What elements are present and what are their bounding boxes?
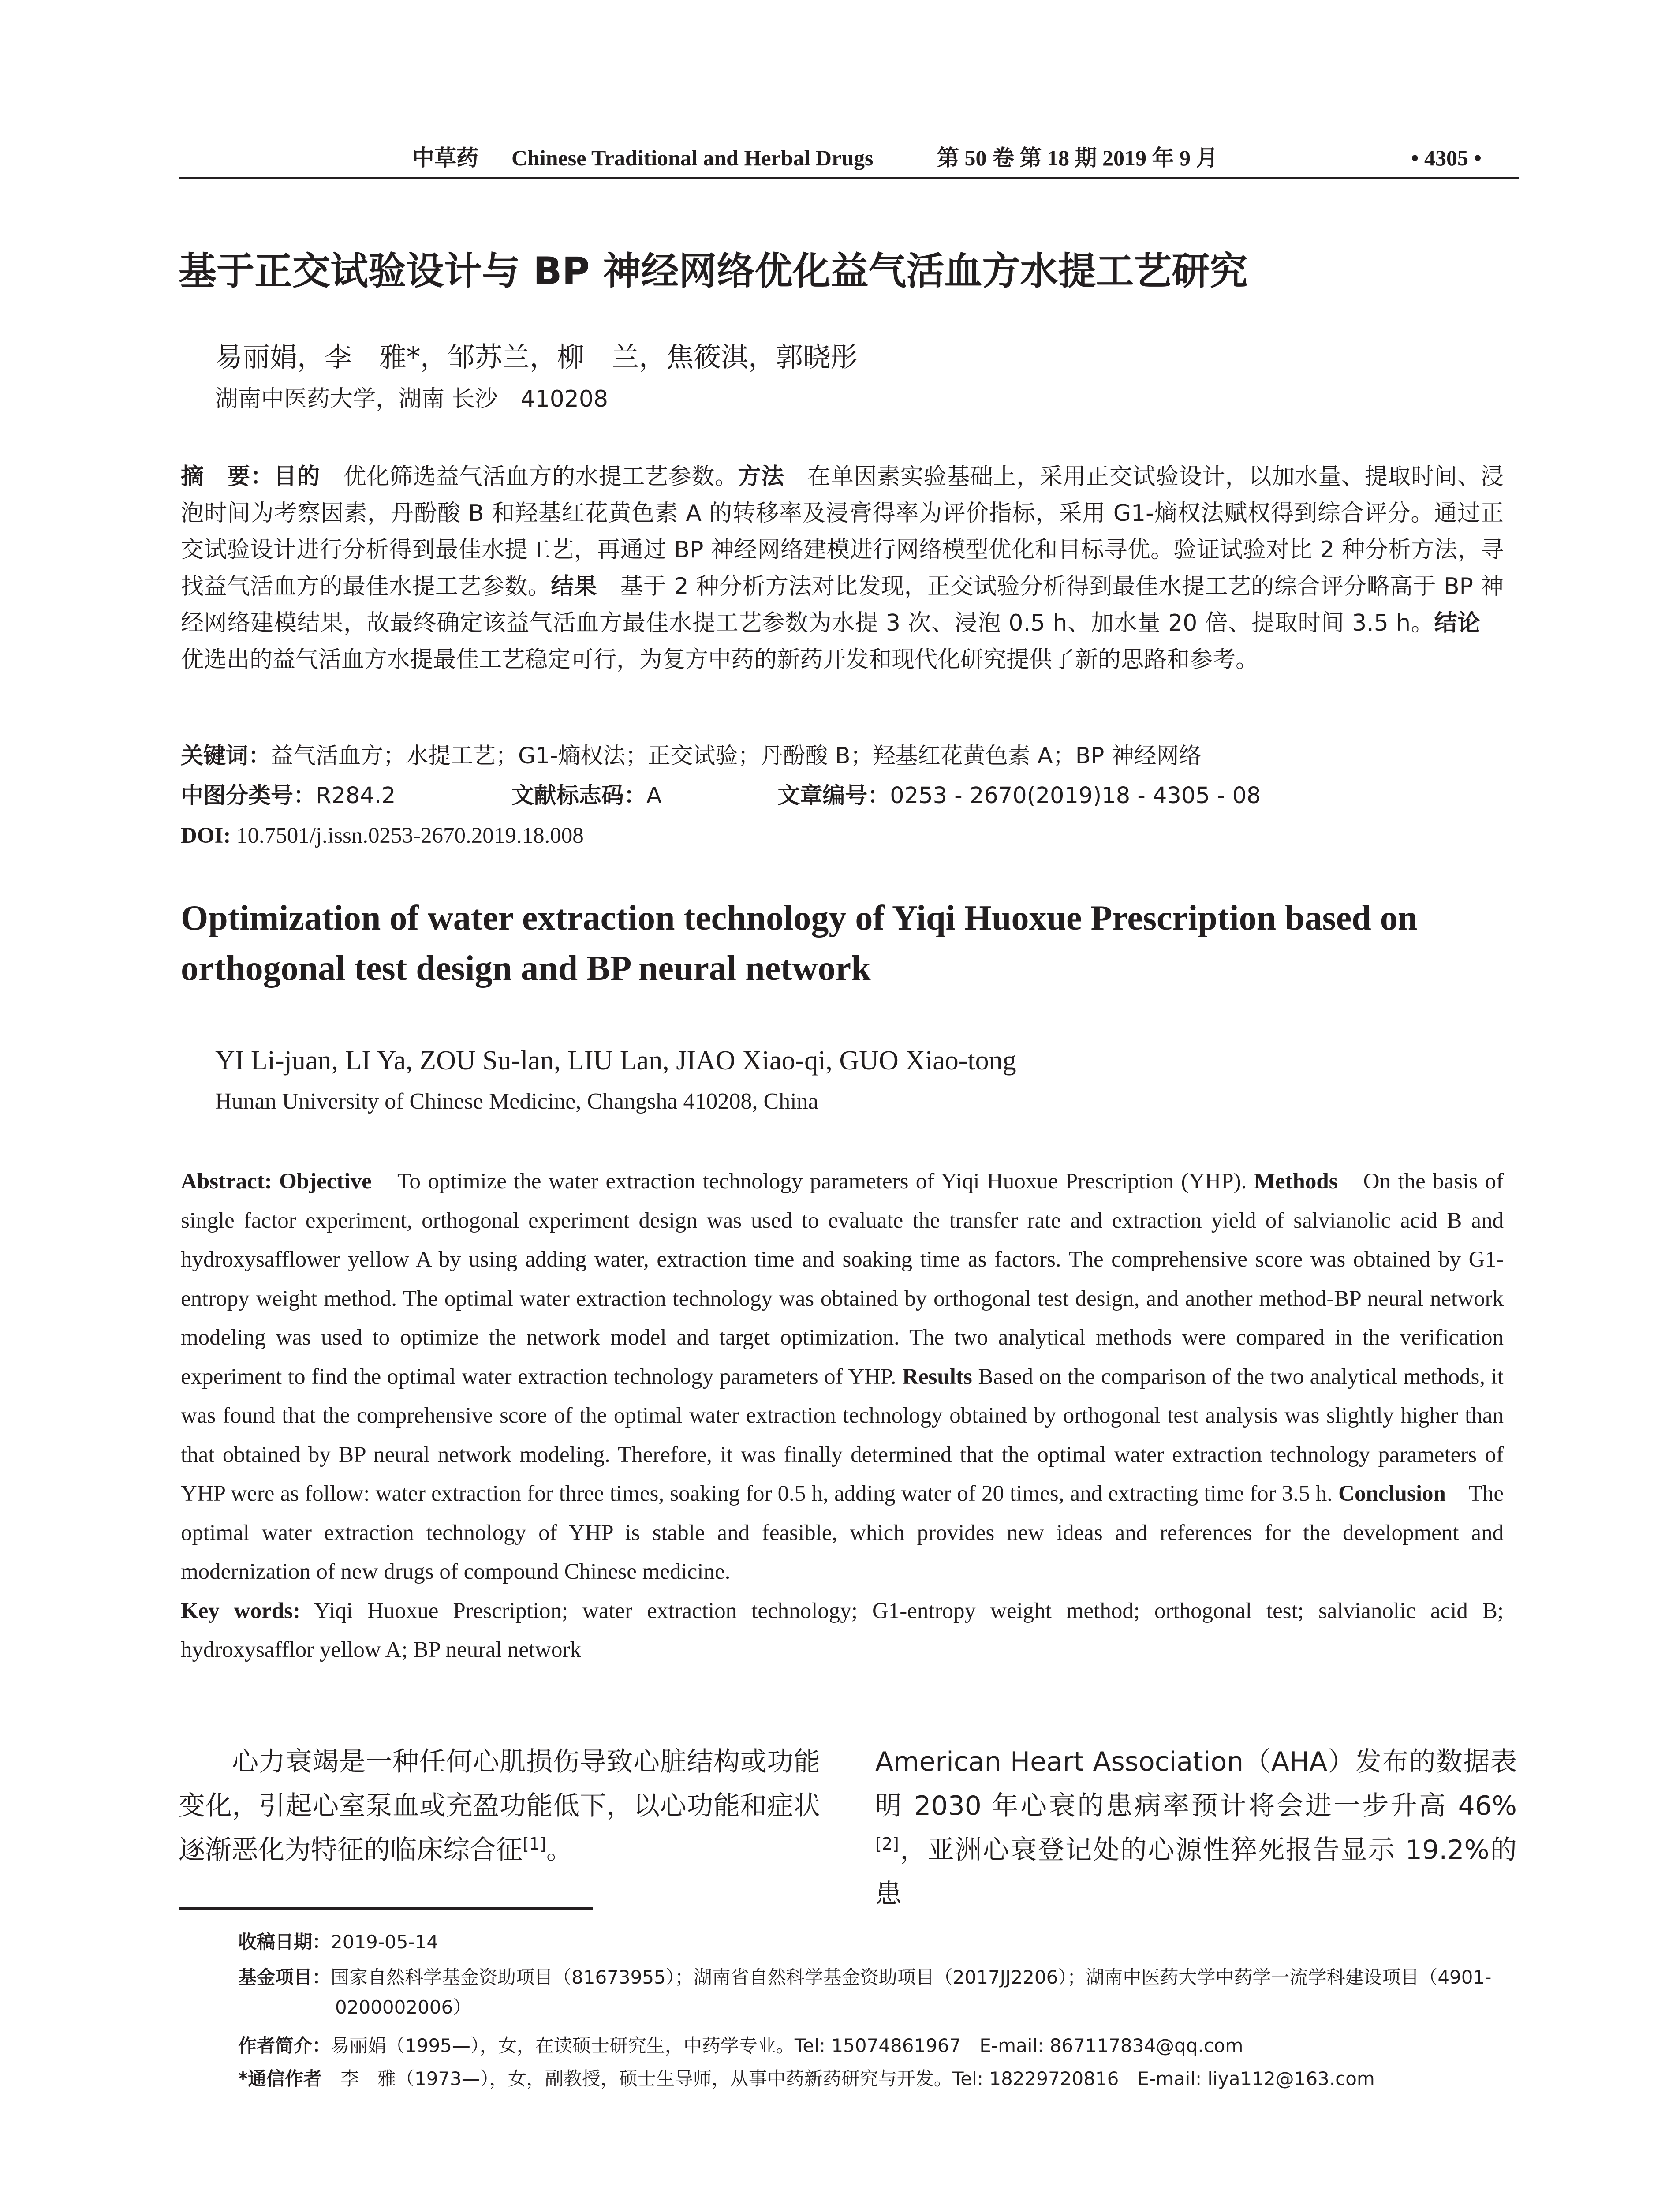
abstract-cn-label: 摘 要：	[181, 463, 274, 490]
fund-text: 国家自然科学基金资助项目（81673955）；湖南省自然科学基金资助项目（2017JJ2206）；湖南中医药大学中药学一流学科建设项目（4901-0200002006）	[331, 1966, 1492, 2018]
doi-line	[181, 818, 1504, 853]
page-number: • 4305 •	[1411, 146, 1482, 170]
citation-2[interactable]: [2]	[875, 1834, 899, 1854]
article-no-value: 0253 - 2670(2019)18 - 4305 - 08	[890, 783, 1261, 809]
objective-cn: 优化筛选益气活血方的水提工艺参数。	[320, 463, 738, 490]
classification-line	[181, 778, 1504, 814]
objective-en: To optimize the water extraction technology parameters of Yiqi Huoxue Prescription (YHP).	[371, 1169, 1247, 1194]
footnote-rule	[179, 1907, 593, 1910]
keywords-en-label: Key words:	[181, 1598, 300, 1623]
received-label: 收稿日期：	[238, 1931, 331, 1953]
body-right-column	[875, 1740, 1517, 1916]
results-label-en: Results	[896, 1364, 972, 1389]
conclusion-en: The optimal water extraction technology of YHP is stable and feasible, which provides new ideas and references for the development and modernization of new drugs of compound Chinese medicine.	[181, 1481, 1504, 1584]
doc-code-value: A	[646, 783, 662, 809]
keywords-en-text: Yiqi Huoxue Prescription; water extraction technology; G1-entropy weight method; orthogonal test; salvianolic acid B; hydroxysafflor yellow A; BP neural network	[181, 1598, 1504, 1662]
footnote-author	[238, 2031, 1517, 2061]
journal-name-cn: 中草药	[412, 145, 478, 171]
footnote-corresponding	[238, 2064, 1517, 2094]
body-left-text: 心力衰竭是一种任何心肌损伤导致心脏结构或功能变化，引起心室泵血或充盈功能低下，以心功能和症状逐渐恶化为特征的临床综合征	[179, 1746, 820, 1865]
results-cn: 基于 2 种分析方法对比发现，正交试验分析得到最佳水提工艺的综合评分略高于 BP 神经网络建模结果，故最终确定该益气活血方最佳水提工艺参数为水提 3 次、浸泡 0.5 h、加水量 20 倍、提取时间 3.5 h。	[181, 573, 1504, 636]
title-en: Optimization of water extraction technology of Yiqi Huoxue Prescription based on orthogonal test design and BP neural network	[181, 899, 1418, 988]
journal-name-en: Chinese Traditional and Herbal Drugs	[511, 146, 874, 170]
abstract-en-label: Abstract:	[181, 1169, 272, 1194]
corresponding-text: 李 雅（1973—），女，副教授，硕士生导师，从事中药新药研究与开发。Tel: 18229720816 E-mail: liya112@163.com	[321, 2068, 1375, 2089]
clc-value: R284.2	[316, 783, 396, 809]
body-right-text: American Heart Association（AHA）发布的数据表明 2030 年心衰的患病率预计将会进一步升高 46%	[875, 1746, 1517, 1821]
abstract-cn	[181, 459, 1504, 678]
header-rule	[179, 177, 1519, 179]
objective-label-cn: 目的	[273, 463, 320, 490]
author-bio-text: 易丽娟（1995—），女，在读硕士研究生，中药学专业。Tel: 15074861967 E-mail: 867117834@qq.com	[331, 2035, 1243, 2056]
doi-label: DOI:	[181, 823, 231, 848]
conclusion-label-en: Conclusion	[1332, 1481, 1446, 1506]
body-left-column	[179, 1740, 820, 1872]
received-date: 2019-05-14	[331, 1931, 439, 1953]
authors-cn: 易丽娟，李 雅*，邹苏兰，柳 兰，焦筱淇，郭晓彤	[215, 341, 858, 373]
methods-label-cn: 方法	[738, 463, 784, 490]
article-no-label: 文章编号：	[777, 783, 890, 809]
author-bio-label: 作者简介：	[238, 2035, 331, 2056]
results-label-cn: 结果	[551, 573, 597, 600]
footnote-received	[238, 1927, 1517, 1957]
body-right-end: ，亚洲心衰登记处的心源性猝死报告显示 19.2%的患	[875, 1835, 1517, 1910]
conclusion-cn: 优选出的益气活血方水提最佳工艺稳定可行，为复方中药的新药开发和现代化研究提供了新的思路和参考。	[181, 610, 1504, 673]
conclusion-label-cn: 结论	[1434, 610, 1481, 636]
affiliation-cn: 湖南中医药大学，湖南 长沙 410208	[215, 386, 609, 412]
title-cn: 基于正交试验设计与 BP 神经网络优化益气活血方水提工艺研究	[179, 249, 1248, 293]
methods-en: On the basis of single factor experiment, orthogonal experiment design was used to evaluate the transfer rate and extraction yield of salvianolic acid B and hydroxysafflower yellow A by using adding water, extraction time and soaking time as factors. The comprehensive score was obtained by G1-entropy weight method. The optimal water extraction technology was obtained by orthogonal test design, and another method-BP neural network modeling was used to optimize the network model and target optimization. The two analytical methods were compared in the verification experiment to find the optimal water extraction technology parameters of YHP.	[181, 1169, 1504, 1389]
abstract-en	[181, 1162, 1504, 1670]
affiliation-en: Hunan University of Chinese Medicine, Changsha 410208, China	[215, 1089, 818, 1114]
fund-label: 基金项目：	[238, 1966, 331, 1988]
keywords-cn-label: 关键词：	[181, 743, 271, 769]
authors-en: YI Li-juan, LI Ya, ZOU Su-lan, LIU Lan, JIAO Xiao-qi, GUO Xiao-tong	[215, 1046, 1016, 1076]
doi-value: 10.7501/j.issn.0253-2670.2019.18.008	[231, 823, 584, 848]
citation-1[interactable]: [1]	[523, 1834, 546, 1854]
results-en: Based on the comparison of the two analytical methods, it was found that the comprehensive score of the optimal water extraction technology obtained by orthogonal test analysis was slightly higher than that obtained by BP neural network modeling. Therefore, it was finally determined that the optimal water extraction technology parameters of YHP were as follow: water extraction for three times, soaking for 0.5 h, adding water of 20 times, and extracting time for 3.5 h.	[181, 1364, 1504, 1506]
issue-info: 第 50 卷 第 18 期 2019 年 9 月	[937, 146, 1218, 170]
clc-label: 中图分类号：	[181, 783, 316, 809]
doc-code-label: 文献标志码：	[511, 783, 646, 809]
methods-label-en: Methods	[1247, 1169, 1338, 1194]
methods-cn: 在单因素实验基础上，采用正交试验设计，以加水量、提取时间、浸泡时间为考察因素，丹酚酸 B 和羟基红花黄色素 A 的转移率及浸膏得率为评价指标，采用 G1-熵权法赋权得到综合评分。通过正交试验设计进行分析得到最佳水提工艺，再通过 BP 神经网络建模进行网络模型优化和目标寻优。验证试验对比 2 种分析方法，寻找益气活血方的最佳水提工艺参数。	[181, 463, 1504, 600]
keywords-cn-text: 益气活血方；水提工艺；G1-熵权法；正交试验；丹酚酸 B；羟基红花黄色素 A；BP 神经网络	[271, 743, 1202, 769]
keywords-cn	[181, 739, 1504, 774]
corresponding-label: *通信作者	[238, 2068, 322, 2089]
body-left-end: 。	[546, 1835, 573, 1865]
objective-label-en: Objective	[272, 1169, 372, 1194]
footnote-fund	[238, 1962, 1526, 2022]
